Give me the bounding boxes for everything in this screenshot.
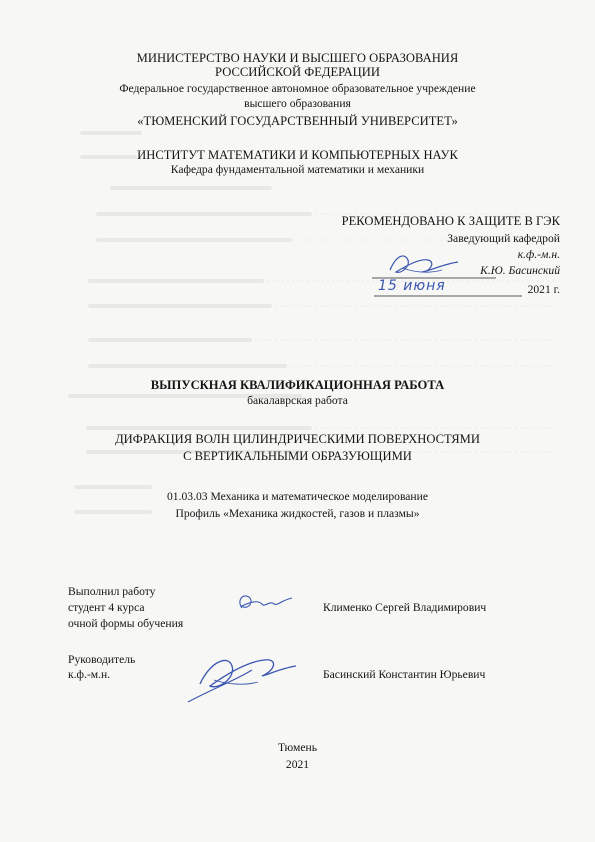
head-degree: к.ф.-м.н. xyxy=(517,248,560,261)
institution-line-2: высшего образования xyxy=(244,97,351,110)
approval-year: 2021 г. xyxy=(527,283,560,296)
author-label-3: очной формы обучения xyxy=(68,617,184,630)
handwritten-date: 15 июня xyxy=(378,278,446,294)
date-underline xyxy=(374,294,522,298)
ministry-line-1: МИНИСТЕРСТВО НАУКИ И ВЫСШЕГО ОБРАЗОВАНИЯ xyxy=(136,51,459,65)
supervisor-name: Басинский Константин Юрьевич xyxy=(323,668,486,681)
work-title-line-2: С ВЕРТИКАЛЬНЫМИ ОБРАЗУЮЩИМИ xyxy=(183,449,412,463)
institution-line-1: Федеральное государственное автономное образовательное учреждение xyxy=(119,82,476,95)
ministry-line-2: РОССИЙСКОЙ ФЕДЕРАЦИИ xyxy=(215,65,380,79)
head-title: Заведующий кафедрой xyxy=(447,232,560,245)
author-label-1: Выполнил работу xyxy=(68,585,156,598)
footer-city: Тюмень xyxy=(278,741,317,754)
recommended-heading: РЕКОМЕНДОВАНО К ЗАЩИТЕ В ГЭК xyxy=(341,214,560,228)
work-title-line-1: ДИФРАКЦИЯ ВОЛН ЦИЛИНДРИЧЕСКИМИ ПОВЕРХНОСТЯМИ xyxy=(115,432,480,446)
supervisor-label-1: Руководитель xyxy=(68,653,136,666)
institute-name: ИНСТИТУТ МАТЕМАТИКИ И КОМПЬЮТЕРНЫХ НАУК xyxy=(137,148,458,162)
specialty: 01.03.03 Механика и математическое моделирование xyxy=(166,490,428,503)
footer-year: 2021 xyxy=(285,758,310,771)
work-subtype: бакалаврская работа xyxy=(247,394,348,407)
supervisor-signature-icon xyxy=(180,640,300,712)
head-name: К.Ю. Басинский xyxy=(480,264,560,277)
author-label-2: студент 4 курса xyxy=(68,601,145,614)
work-type: ВЫПУСКНАЯ КВАЛИФИКАЦИОННАЯ РАБОТА xyxy=(150,378,445,392)
department-name: Кафедра фундаментальной математики и механики xyxy=(170,163,425,176)
supervisor-label-2: к.ф.-м.н. xyxy=(68,668,111,681)
author-signature-icon xyxy=(232,588,296,618)
university-name: «ТЮМЕНСКИЙ ГОСУДАРСТВЕННЫЙ УНИВЕРСИТЕТ» xyxy=(137,114,458,128)
profile: Профиль «Механика жидкостей, газов и плазмы» xyxy=(175,507,420,520)
author-name: Клименко Сергей Владимирович xyxy=(323,601,487,614)
